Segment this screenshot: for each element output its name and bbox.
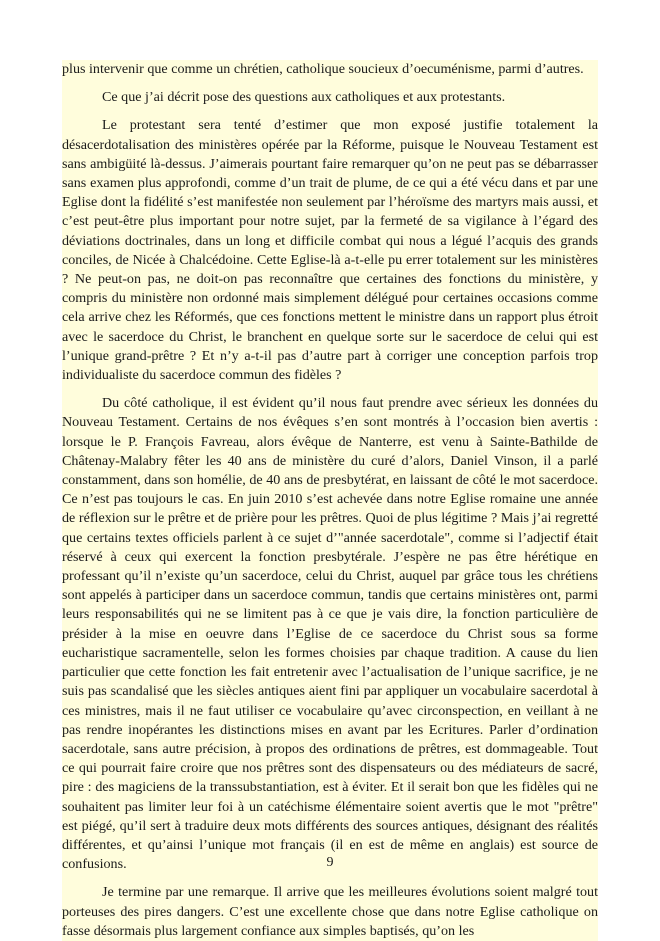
- document-body: [62, 60, 598, 941]
- paragraph-questions: Ce que j’ai décrit pose des questions aux catholiques et aux protestants.: [102, 89, 506, 106]
- paragraph-continuation: plus intervenir que comme un chrétien, catholique soucieux d’oecuménisme, parmi d’autres.: [62, 61, 584, 77]
- paragraph-protestant: Le protestant sera tenté d’estimer que mon exposé justifie totalement la désacerdotalisation des ministères opérée par la Réforme, puisque le Nouveau Testament est sans ambigüité là-dessus. J’aimerais pourtant faire remarquer qu’on ne peut pas se débarrasser sans examen plus approfondi, comme d’un trait de plume, de ce qui a été vécu dans et par une Eglise dont la fidélité s’est manifestée non seulement par l’héroïsme des martyrs mais aussi, et c’est peut-être plus important pour notre sujet, par la fermeté de sa vigilance à l’égard des déviations doctrinales, dans un long et difficile combat qui nous a légué l’acquis des grands conciles, de Nicée à Chalcédoine. Cette Eglise-là a-t-elle pu errer totalement sur les ministères ? Ne peut-on pas, ne doit-on pas reconnaître que certaines des fonctions du ministère, y compris du ministère non ordonné mais simplement délégué pour certaines occasions comme cela arrive chez les Réformés, que ces fonctions mettent le ministre dans un rapport plus étroit avec le sacerdoce du Christ, le branchent en quelque sorte sur le sacerdoce de celui qui est l’unique grand-prêtre ? Et n’y a-t-il pas d’autre part à corriger une conception parfois trop individualiste du sacerdoce commun des fidèles ?: [62, 117, 598, 384]
- paragraph-catholic: Du côté catholique, il est évident qu’il nous faut prendre avec sérieux les données du Nouveau Testament. Certains de nos évêques s’en sont montrés à l’occasion bien avertis : lorsque le P. François Favreau, alors évêque de Nanterre, est venu à Sainte-Bathilde de Châtenay-Malabry fêter les 40 ans de ministère du curé d’alors, Daniel Vinson, il a parlé constamment, dans son homélie, de 40 ans de presbytérat, en laissant de côté le mot sacerdoce. Ce n’est pas toujours le cas. En juin 2010 s’est achevée dans notre Eglise romaine une année de réflexion sur le prêtre et de prière pour les prêtres. Quoi de plus légitime ? Mais j’ai regretté que certains textes officiels parlent à ce sujet d’"année sacerdotale", comme si l’adjectif était réservé à ceux qui exercent la fonction presbytérale. J’espère ne pas être hérétique en professant qu’il n’existe qu’un sacerdoce, celui du Christ, auquel par grâce tous les chrétiens sont appelés à participer dans un sacerdoce commun, tandis que certains ministères ont, parmi leurs responsabilités qui ne se limitent pas à ce que je vais dire, la fonction particulière de présider à la mise en oeuvre dans l’Eglise de ce sacerdoce du Christ sous sa forme eucharistique sacramentelle, selon les formes choisies par chaque tradition. A cause du lien particulier que cette fonction les fait entretenir avec l’actualisation de l’unique sacrifice, je ne suis pas scandalisé que les siècles antiques aient fini par appliquer un vocabulaire sacerdotal à ces ministres, mais il ne faut utiliser ce vocabulaire qu’avec circonspection, en veillant à ne pas rendre inopérantes les distinctions mises en avant par les Ecritures. Parler d’ordination sacerdotale, sans autre précision, à propos des ordinations de prêtres, est dommageable. Tout ce qui pourrait faire croire que nos prêtres sont des dispensateurs ou des médiateurs de sacré, pire : des magiciens de la transsubstantiation, est à éviter. Et il serait bon que les fidèles qui ne souhaitent pas limiter leur foi à un catéchisme élémentaire soient avertis que le mot "prêtre" est piégé, qu’il sert à traduire deux mots différents des sources antiques, désignant des réalités différentes, et qu’ainsi l’unique mot français (il en est de même en anglais) est source de confusions.: [62, 395, 598, 873]
- paragraph-closing: Je termine par une remarque. Il arrive que les meilleures évolutions soient malgré tout porteuses des pires dangers. C’est une excellente chose que dans notre Eglise catholique on fasse désormais plus largement confiance aux simples baptisés, qu’on les: [62, 884, 598, 939]
- page-number: 9: [326, 855, 334, 870]
